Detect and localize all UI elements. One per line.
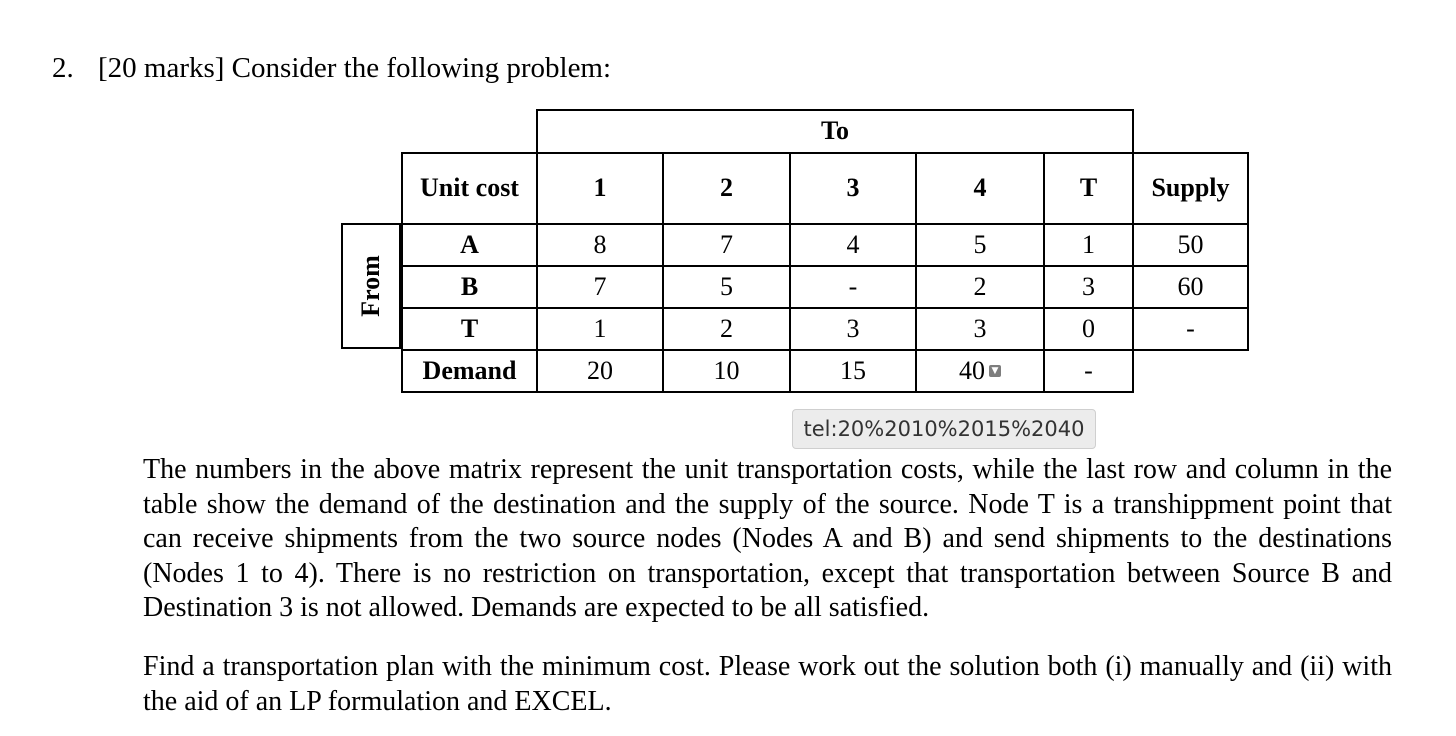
cost-cell: 5	[662, 265, 791, 309]
supply-cell: 60	[1132, 265, 1249, 309]
phone-link-tooltip[interactable]	[792, 409, 1096, 449]
column-header-3: 3	[789, 152, 917, 225]
cost-cell: 7	[662, 223, 791, 267]
cost-cell: 8	[536, 223, 664, 267]
unit-cost-header: Unit cost	[401, 152, 538, 225]
supply-header: Supply	[1132, 152, 1249, 225]
demand-value-4[interactable]: 40	[959, 355, 985, 385]
cost-cell: 0	[1043, 307, 1134, 351]
cost-cell: 3	[915, 307, 1045, 351]
question-number: 2.	[52, 52, 74, 84]
column-header-2: 2	[662, 152, 791, 225]
row-label-b: B	[401, 265, 538, 309]
column-header-1: 1	[536, 152, 664, 225]
cost-cell: 1	[536, 307, 664, 351]
demand-label: Demand	[401, 349, 538, 393]
cost-cell: 3	[789, 307, 917, 351]
column-header-t: T	[1043, 152, 1134, 225]
from-label: From	[341, 223, 401, 349]
task-instruction: Find a transportation plan with the minimum cost. Please work out the solution both (i) manually and (ii) with the aid of an LP formulation and EXCEL.	[143, 651, 1392, 717]
problem-description: The numbers in the above matrix represent the unit transportation costs, while the last row and column in the table show the demand of the destination and the supply of the source. Node T is a transhippment point that can receive shipments from the two source nodes (Nodes A and B) and send shipments to the destinations (Nodes 1 to 4). There is no restriction on transportation, except that transportation between Source B and Destination 3 is not allowed. Demands are expected to be all satisfied.	[143, 454, 1392, 623]
row-label-t: T	[401, 307, 538, 351]
demand-cell-4[interactable]	[915, 349, 1045, 393]
cost-cell: -	[789, 265, 917, 309]
question-heading	[52, 52, 611, 85]
chevron-down-icon[interactable]: ▼	[989, 365, 1001, 377]
demand-cell: 20	[536, 349, 664, 393]
cost-cell: 5	[915, 223, 1045, 267]
question-intro: [20 marks] Consider the following problem:	[98, 52, 612, 84]
tooltip-text: tel:20%2010%2015%2040	[803, 417, 1085, 441]
supply-cell: -	[1132, 307, 1249, 351]
demand-cell: 15	[789, 349, 917, 393]
cost-cell: 7	[536, 265, 664, 309]
cost-cell: 3	[1043, 265, 1134, 309]
row-label-a: A	[401, 223, 538, 267]
cost-cell: 2	[915, 265, 1045, 309]
cost-cell: 2	[662, 307, 791, 351]
cost-cell: 4	[789, 223, 917, 267]
demand-cell: 10	[662, 349, 791, 393]
to-header: To	[536, 109, 1134, 154]
demand-cell: -	[1043, 349, 1134, 393]
supply-cell: 50	[1132, 223, 1249, 267]
column-header-4: 4	[915, 152, 1045, 225]
cost-cell: 1	[1043, 223, 1134, 267]
